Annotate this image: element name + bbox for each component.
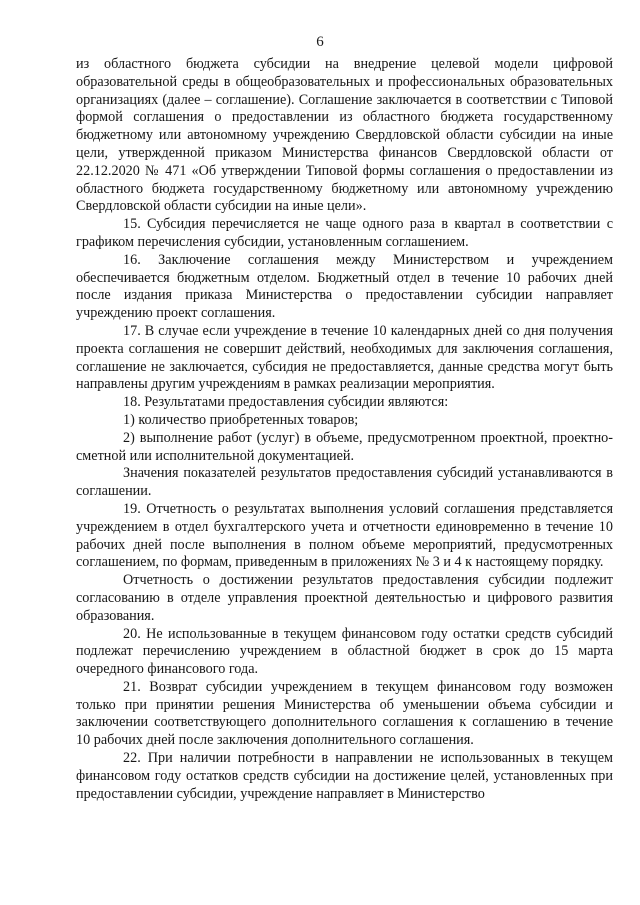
paragraph-continuation-agreement: из областного бюджета субсидии на внедрение целевой модели цифровой образовательной среды в общеобразовательных и профессиональных образовательных организациях (далее – соглашение). Соглашение заключается в соответствии с Типовой формой соглашения о предоставлении из областного бюджета государственному бюджетному или автономному учреждению Свердловской области субсидии на иные цели, утвержденной приказом Министерства финансов Свердловской области от 22.12.2020 № 471 «Об утверждении Типовой формы соглашения о предоставлении из областного бюджета государственному бюджетному или автономному учреждению Свердловской области субсидии на иные цели».: [76, 56, 613, 215]
paragraph-17: 17. В случае если учреждение в течение 10 календарных дней со дня получения проекта соглашения не совершит действий, необходимых для заключения соглашения, соглашение не заключается, субсидия не предоставляется, данные средства могут быть направлены другим учреждениям в рамках реализации мероприятия.: [76, 322, 613, 393]
paragraph-18: 18. Результатами предоставления субсидии являются:: [123, 394, 449, 411]
paragraph-19: 19. Отчетность о результатах выполнения условий соглашения представляется учреждением в отдел бухгалтерского учета и отчетности единовременно в течение 10 рабочих дней после выполнения в полном объеме мероприятий, предусмотренных соглашением, по формам, приведенным в приложениях № 3 и 4 к настоящему порядку.: [76, 500, 613, 571]
page-number: 6: [316, 34, 324, 50]
paragraph-indicator-values: Значения показателей результатов предоставления субсидий устанавливаются в соглашении.: [76, 465, 613, 500]
paragraph-18-item-1: 1) количество приобретенных товаров;: [123, 411, 359, 428]
paragraph-15: 15. Субсидия перечисляется не чаще одного раза в квартал в соответствии с графиком перечисления субсидии, установленным соглашением.: [76, 216, 613, 250]
paragraph-16: 16. Заключение соглашения между Министерством и учреждением обеспечивается бюджетным отделом. Бюджетный отдел в течение 10 рабочих дней после издания приказа Министерства о предоставлении субсидии направляет учреждению проект соглашения.: [76, 251, 613, 322]
paragraph-18-item-2: 2) выполнение работ (услуг) в объеме, предусмотренном проектной, проектно-сметной или исполнительной документацией.: [76, 429, 613, 464]
document-body: [76, 56, 613, 803]
paragraph-22: 22. При наличии потребности в направлении не использованных в текущем финансовом году остатков средств субсидии на достижение целей, установленных при предоставлении субсидии, учреждение направляет в Министерство: [76, 750, 613, 802]
paragraph-reporting-approval: Отчетность о достижении результатов предоставления субсидии подлежит согласованию в отделе управления проектной деятельностью и цифрового развития образования.: [76, 572, 613, 624]
paragraph-21: 21. Возврат субсидии учреждением в текущем финансовом году возможен только при принятии решения Министерства об уменьшении объема субсидии и заключении соответствующего дополнительного соглашения к соглашению в течение 10 рабочих дней после заключения дополнительного соглашения.: [76, 678, 613, 749]
paragraph-20: 20. Не использованные в текущем финансовом году остатки средств субсидий подлежат перечислению учреждением в областной бюджет в срок до 15 марта очередного финансового года.: [76, 625, 613, 678]
